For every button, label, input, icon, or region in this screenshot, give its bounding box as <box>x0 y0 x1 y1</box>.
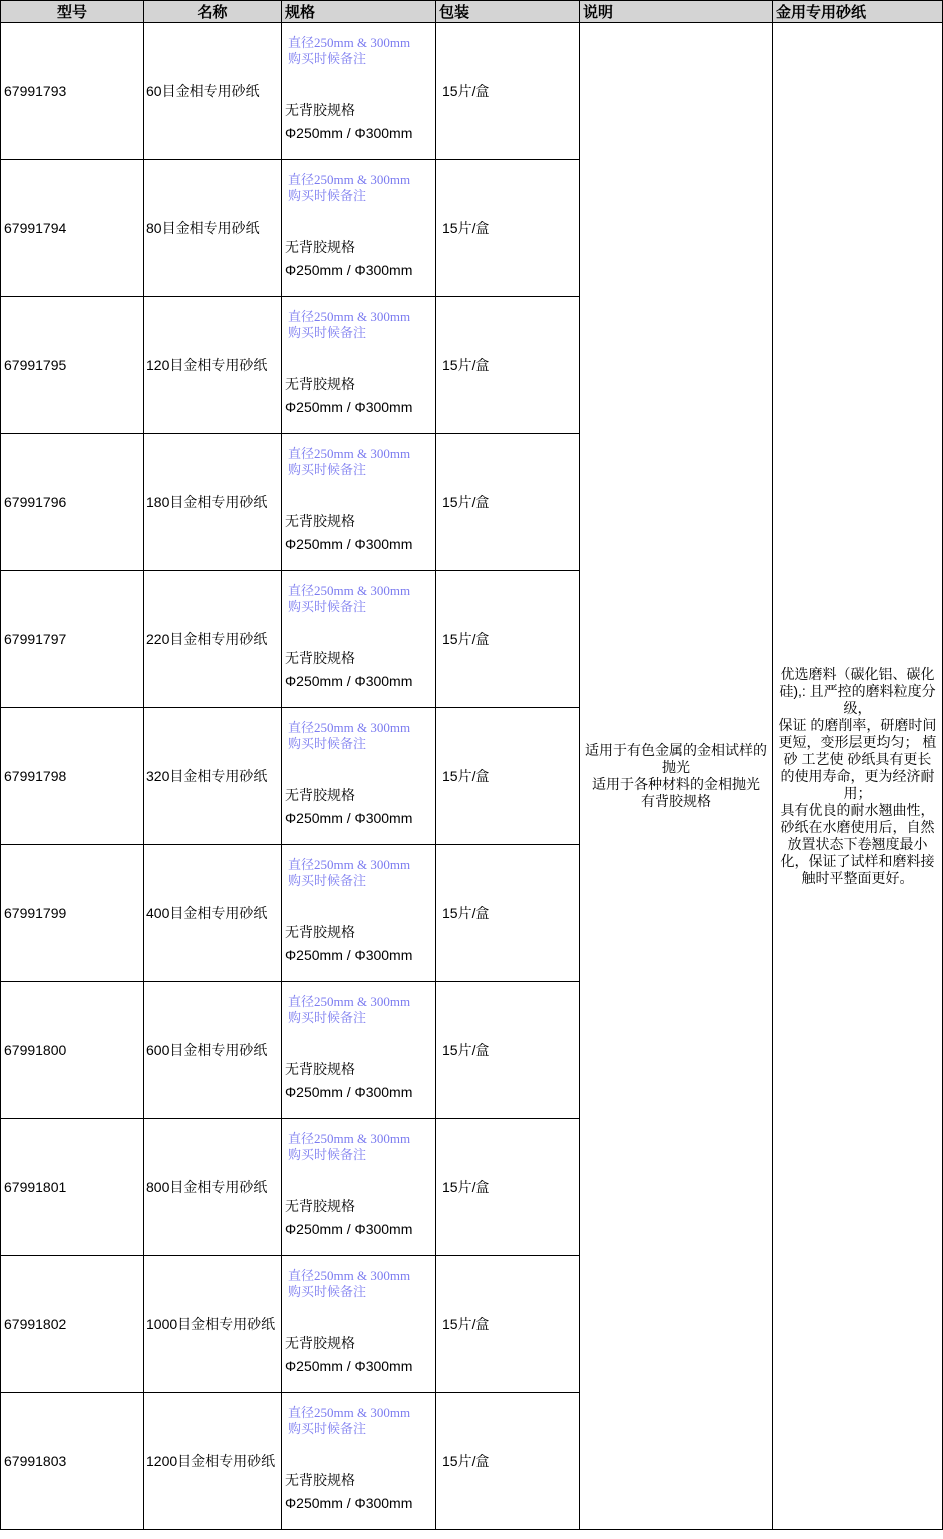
spec-type: 无背胶规格 <box>285 513 355 529</box>
spec-size: Φ250mm / Φ300mm <box>285 125 413 141</box>
header-name: 名称 <box>144 1 282 23</box>
note-remark: 购买时候备注 <box>288 51 367 66</box>
spec-main <box>285 1469 435 1515</box>
spec-type: 无背胶规格 <box>285 1061 355 1077</box>
features-cell: 优选磨料（碳化铝、碳化硅),: 且严控的磨料粒度分级， 保证 的磨削率，研磨时间更短，变形层更均匀； 植砂 工艺使 砂纸具有更长的使用寿命，更为经济耐用； 具有优良的耐水翘曲性，砂纸在水磨使用后，自然放置状态下卷翘度最小化，保证了试样和磨料接触时平整面更好。 <box>773 23 943 1530</box>
name-cell: 600目金相专用砂纸 <box>144 982 282 1119</box>
spec-main <box>285 1332 435 1378</box>
spec-type: 无背胶规格 <box>285 787 355 803</box>
note-diameter: 直径250mm & 300mm <box>288 1405 411 1420</box>
model-cell: 67991802 <box>1 1256 144 1393</box>
package-cell: 15片/盒 <box>436 23 580 160</box>
note-remark: 购买时候备注 <box>288 1147 367 1162</box>
spec-size: Φ250mm / Φ300mm <box>285 673 413 689</box>
purchase-note <box>285 1405 435 1437</box>
package-cell: 15片/盒 <box>436 1393 580 1530</box>
name-cell: 120目金相专用砂纸 <box>144 297 282 434</box>
spec-cell <box>282 434 436 571</box>
spec-main <box>285 1195 435 1241</box>
spec-main <box>285 921 435 967</box>
spec-type: 无背胶规格 <box>285 650 355 666</box>
spec-cell <box>282 571 436 708</box>
spec-main <box>285 373 435 419</box>
spec-type: 无背胶规格 <box>285 924 355 940</box>
spec-main <box>285 510 435 556</box>
name-cell: 1000目金相专用砂纸 <box>144 1256 282 1393</box>
package-cell: 15片/盒 <box>436 982 580 1119</box>
spec-size: Φ250mm / Φ300mm <box>285 1358 413 1374</box>
header-model: 型号 <box>1 1 144 23</box>
name-cell: 60目金相专用砂纸 <box>144 23 282 160</box>
spec-type: 无背胶规格 <box>285 1472 355 1488</box>
note-remark: 购买时候备注 <box>288 325 367 340</box>
model-cell: 67991801 <box>1 1119 144 1256</box>
note-remark: 购买时候备注 <box>288 1284 367 1299</box>
spec-cell <box>282 845 436 982</box>
spec-type: 无背胶规格 <box>285 239 355 255</box>
name-cell: 800目金相专用砂纸 <box>144 1119 282 1256</box>
note-diameter: 直径250mm & 300mm <box>288 1131 411 1146</box>
spec-type: 无背胶规格 <box>285 376 355 392</box>
note-diameter: 直径250mm & 300mm <box>288 309 411 324</box>
spec-size: Φ250mm / Φ300mm <box>285 810 413 826</box>
spec-size: Φ250mm / Φ300mm <box>285 947 413 963</box>
table-row <box>1 23 943 160</box>
spec-cell <box>282 1119 436 1256</box>
header-description: 说明 <box>580 1 773 23</box>
spec-type: 无背胶规格 <box>285 1335 355 1351</box>
note-remark: 购买时候备注 <box>288 462 367 477</box>
model-cell: 67991796 <box>1 434 144 571</box>
purchase-note <box>285 857 435 889</box>
note-diameter: 直径250mm & 300mm <box>288 720 411 735</box>
name-cell: 320目金相专用砂纸 <box>144 708 282 845</box>
spec-cell <box>282 23 436 160</box>
header-features: 金用专用砂纸 <box>773 1 943 23</box>
description-line: 有背胶规格 <box>641 793 711 809</box>
note-remark: 购买时候备注 <box>288 1421 367 1436</box>
spec-size: Φ250mm / Φ300mm <box>285 399 413 415</box>
purchase-note <box>285 309 435 341</box>
model-cell: 67991803 <box>1 1393 144 1530</box>
package-cell: 15片/盒 <box>436 708 580 845</box>
spec-main <box>285 1058 435 1104</box>
package-cell: 15片/盒 <box>436 1119 580 1256</box>
header-spec: 规格 <box>282 1 436 23</box>
purchase-note <box>285 35 435 67</box>
note-remark: 购买时候备注 <box>288 599 367 614</box>
package-cell: 15片/盒 <box>436 845 580 982</box>
package-cell: 15片/盒 <box>436 434 580 571</box>
purchase-note <box>285 720 435 752</box>
spec-size: Φ250mm / Φ300mm <box>285 262 413 278</box>
note-remark: 购买时候备注 <box>288 188 367 203</box>
spec-main <box>285 784 435 830</box>
note-diameter: 直径250mm & 300mm <box>288 446 411 461</box>
name-cell: 180目金相专用砂纸 <box>144 434 282 571</box>
spec-size: Φ250mm / Φ300mm <box>285 1221 413 1237</box>
model-cell: 67991799 <box>1 845 144 982</box>
spec-type: 无背胶规格 <box>285 102 355 118</box>
spec-size: Φ250mm / Φ300mm <box>285 1084 413 1100</box>
model-cell: 67991795 <box>1 297 144 434</box>
model-cell: 67991800 <box>1 982 144 1119</box>
spec-main <box>285 647 435 693</box>
note-diameter: 直径250mm & 300mm <box>288 172 411 187</box>
name-cell: 80目金相专用砂纸 <box>144 160 282 297</box>
note-diameter: 直径250mm & 300mm <box>288 994 411 1009</box>
purchase-note <box>285 1268 435 1300</box>
spec-main <box>285 236 435 282</box>
spec-cell <box>282 297 436 434</box>
note-diameter: 直径250mm & 300mm <box>288 583 411 598</box>
spec-type: 无背胶规格 <box>285 1198 355 1214</box>
description-cell <box>580 23 773 1530</box>
model-cell: 67991793 <box>1 23 144 160</box>
description-line: 适用于有色金属的金相试样的抛光 <box>585 742 767 775</box>
spec-cell <box>282 160 436 297</box>
purchase-note <box>285 446 435 478</box>
note-diameter: 直径250mm & 300mm <box>288 35 411 50</box>
model-cell: 67991797 <box>1 571 144 708</box>
spec-main <box>285 99 435 145</box>
model-cell: 67991798 <box>1 708 144 845</box>
spec-size: Φ250mm / Φ300mm <box>285 536 413 552</box>
description-line: 适用于各种材料的金相抛光 <box>592 776 760 792</box>
package-cell: 15片/盒 <box>436 160 580 297</box>
note-remark: 购买时候备注 <box>288 736 367 751</box>
header-package: 包装 <box>436 1 580 23</box>
purchase-note <box>285 1131 435 1163</box>
note-diameter: 直径250mm & 300mm <box>288 1268 411 1283</box>
spec-cell <box>282 1256 436 1393</box>
spec-cell <box>282 982 436 1119</box>
note-remark: 购买时候备注 <box>288 873 367 888</box>
name-cell: 1200目金相专用砂纸 <box>144 1393 282 1530</box>
purchase-note <box>285 172 435 204</box>
note-diameter: 直径250mm & 300mm <box>288 857 411 872</box>
model-cell: 67991794 <box>1 160 144 297</box>
spec-cell <box>282 708 436 845</box>
purchase-note <box>285 994 435 1026</box>
purchase-note <box>285 583 435 615</box>
spec-cell <box>282 1393 436 1530</box>
spec-size: Φ250mm / Φ300mm <box>285 1495 413 1511</box>
name-cell: 220目金相专用砂纸 <box>144 571 282 708</box>
package-cell: 15片/盒 <box>436 297 580 434</box>
package-cell: 15片/盒 <box>436 1256 580 1393</box>
package-cell: 15片/盒 <box>436 571 580 708</box>
note-remark: 购买时候备注 <box>288 1010 367 1025</box>
header-row <box>1 1 943 23</box>
name-cell: 400目金相专用砂纸 <box>144 845 282 982</box>
